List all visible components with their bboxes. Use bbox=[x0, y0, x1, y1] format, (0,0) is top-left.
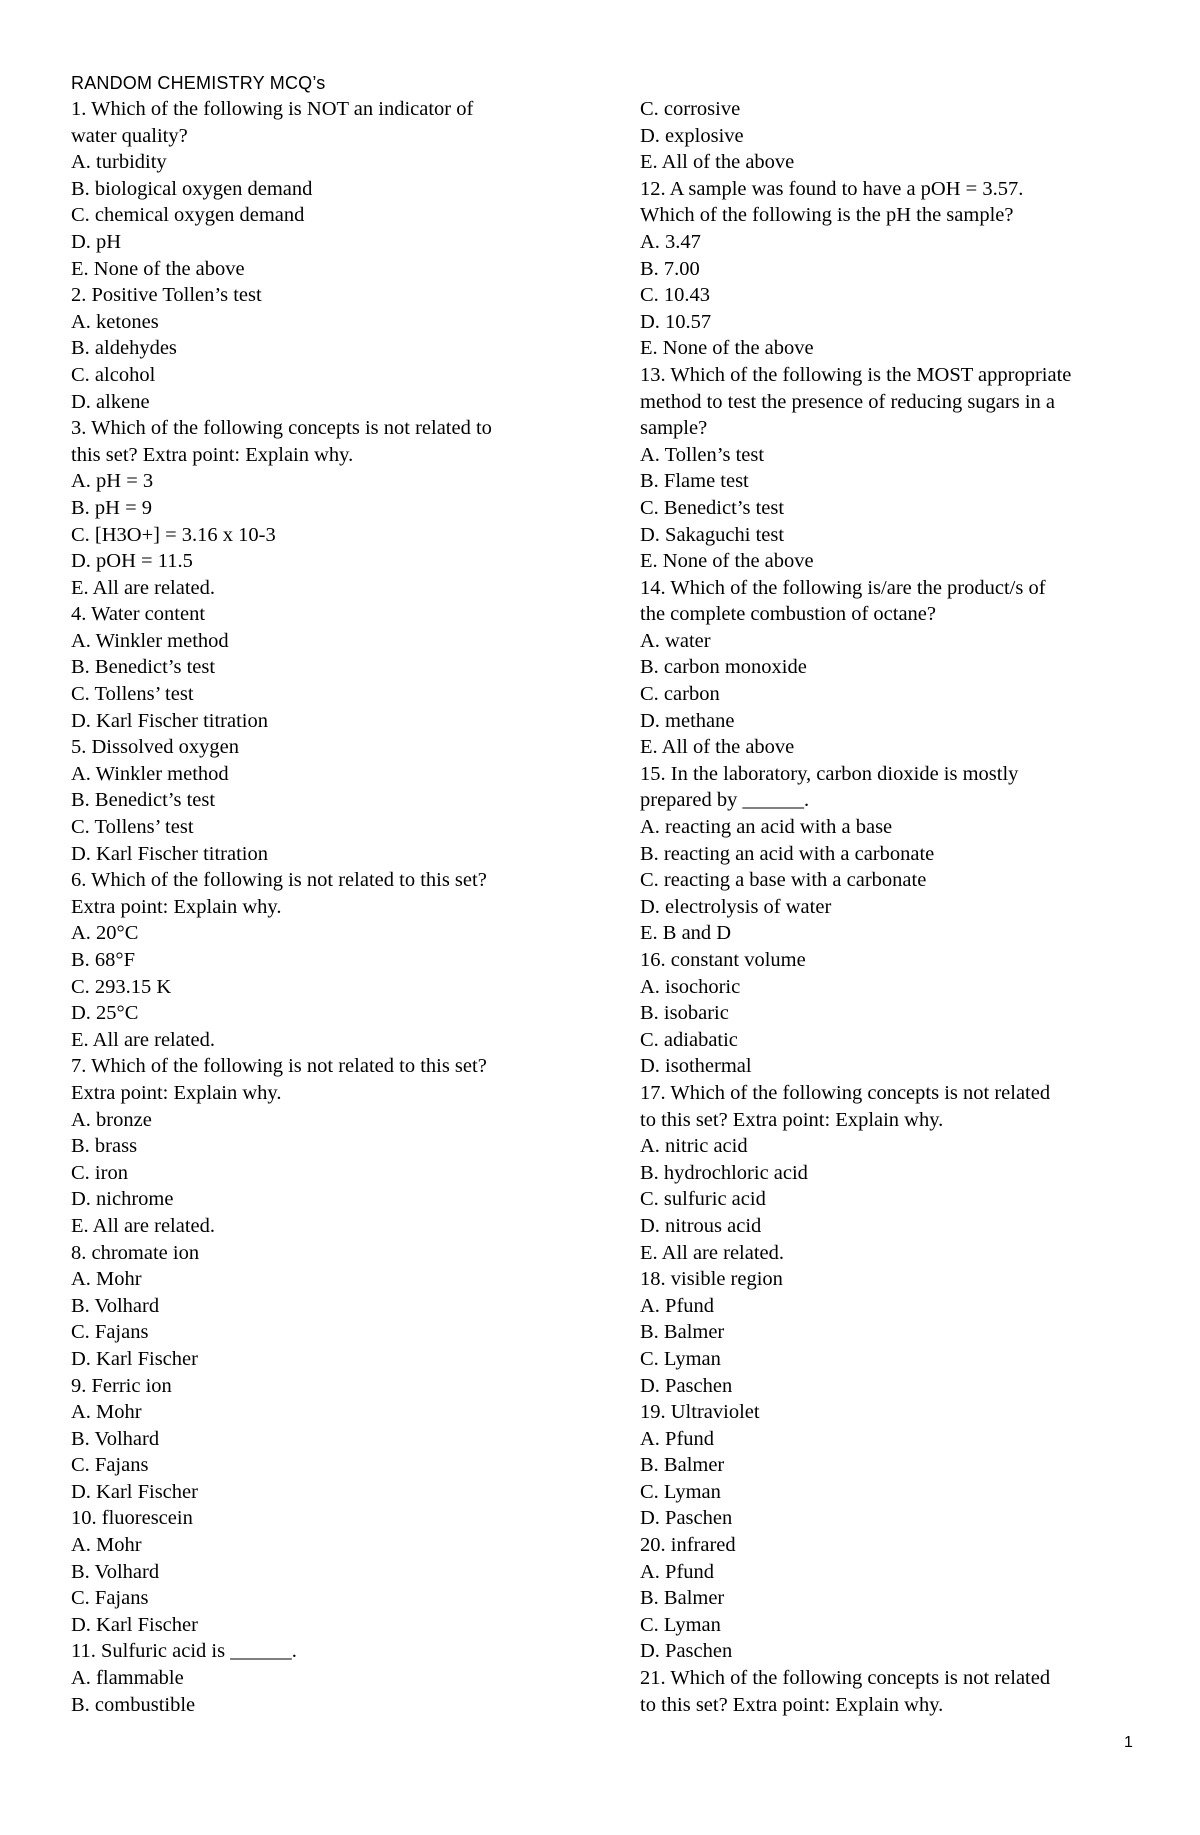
text-line: D. nitrous acid bbox=[640, 1214, 762, 1237]
text-line: B. Balmer bbox=[640, 1587, 725, 1610]
text-line: 7. Which of the following is not related to this set? bbox=[71, 1055, 487, 1078]
text-line: B. Benedict’s test bbox=[71, 656, 216, 679]
text-line: D. isothermal bbox=[640, 1055, 752, 1078]
text-line: D. Paschen bbox=[640, 1640, 733, 1663]
text-line: E. All are related. bbox=[71, 1214, 216, 1237]
text-line: A. reacting an acid with a base bbox=[640, 816, 893, 839]
text-line: the complete combustion of octane? bbox=[640, 603, 937, 626]
text-line: B. isobaric bbox=[640, 1002, 729, 1025]
text-line: E. B and D bbox=[640, 922, 732, 945]
text-line: E. All are related. bbox=[71, 576, 216, 599]
text-line: A. Winkler method bbox=[71, 762, 229, 785]
text-line: 12. A sample was found to have a pOH = 3.57. bbox=[640, 177, 1024, 200]
text-line: D. Paschen bbox=[640, 1507, 733, 1530]
text-line: D. Sakaguchi test bbox=[640, 523, 785, 546]
text-line: B. biological oxygen demand bbox=[71, 177, 313, 200]
text-line: B. reacting an acid with a carbonate bbox=[640, 842, 935, 865]
text-line: D. 25°C bbox=[71, 1002, 139, 1025]
text-line: 15. In the laboratory, carbon dioxide is mostly bbox=[640, 762, 1019, 785]
text-line: D. pH bbox=[71, 230, 122, 253]
text-line: B. hydrochloric acid bbox=[640, 1161, 808, 1184]
text-line: D. electrolysis of water bbox=[640, 895, 832, 918]
text-line: A. Tollen’s test bbox=[640, 443, 765, 466]
text-line: D. explosive bbox=[640, 124, 744, 147]
text-line: D. alkene bbox=[71, 390, 150, 413]
text-line: B. carbon monoxide bbox=[640, 656, 807, 679]
text-line: 6. Which of the following is not related to this set? bbox=[71, 869, 487, 892]
text-line: D. pOH = 11.5 bbox=[71, 550, 193, 573]
text-line: to this set? Extra point: Explain why. bbox=[640, 1693, 944, 1716]
text-line: A. water bbox=[640, 629, 711, 652]
text-line: 14. Which of the following is/are the product/s of bbox=[640, 576, 1046, 599]
text-line: B. Balmer bbox=[640, 1321, 725, 1344]
text-line: C. alcohol bbox=[71, 363, 156, 386]
text-line: 9. Ferric ion bbox=[71, 1374, 172, 1397]
text-line: C. iron bbox=[71, 1161, 128, 1184]
text-line: C. [H3O+] = 3.16 x 10-3 bbox=[71, 523, 276, 546]
text-line: D. Karl Fischer bbox=[71, 1613, 198, 1636]
text-line: B. combustible bbox=[71, 1693, 196, 1716]
text-line: prepared by ______. bbox=[640, 789, 810, 812]
text-line: C. Benedict’s test bbox=[640, 496, 785, 519]
text-line: 17. Which of the following concepts is not related bbox=[640, 1081, 1051, 1104]
text-line: A. bronze bbox=[71, 1108, 152, 1131]
text-line: A. Mohr bbox=[71, 1401, 142, 1424]
text-line: E. None of the above bbox=[640, 337, 814, 360]
text-line: B. Benedict’s test bbox=[71, 789, 216, 812]
text-line: A. Mohr bbox=[71, 1534, 142, 1557]
text-line: E. None of the above bbox=[71, 257, 245, 280]
text-line: E. All of the above bbox=[640, 151, 795, 174]
text-line: C. Tollens’ test bbox=[71, 816, 194, 839]
text-line: 21. Which of the following concepts is not related bbox=[640, 1667, 1051, 1690]
text-line: A. Winkler method bbox=[71, 629, 229, 652]
text-line: A. nitric acid bbox=[640, 1135, 748, 1158]
right-text-column bbox=[640, 96, 1160, 1718]
text-line: C. Fajans bbox=[71, 1321, 149, 1344]
text-line: C. Fajans bbox=[71, 1587, 149, 1610]
text-line: D. Karl Fischer bbox=[71, 1480, 198, 1503]
page-number: 1 bbox=[1124, 1734, 1133, 1751]
text-line: C. Lyman bbox=[640, 1480, 721, 1503]
text-line: B. pH = 9 bbox=[71, 496, 153, 519]
text-line: C. Lyman bbox=[640, 1613, 721, 1636]
text-line: B. aldehydes bbox=[71, 337, 177, 360]
text-line: A. 3.47 bbox=[640, 230, 701, 253]
text-line: 19. Ultraviolet bbox=[640, 1401, 760, 1424]
text-line: C. chemical oxygen demand bbox=[71, 204, 305, 227]
text-line: 4. Water content bbox=[71, 603, 206, 626]
text-line: 5. Dissolved oxygen bbox=[71, 736, 239, 759]
text-line: 11. Sulfuric acid is ______. bbox=[71, 1640, 297, 1663]
text-line: A. isochoric bbox=[640, 975, 741, 998]
text-line: D. Karl Fischer bbox=[71, 1347, 198, 1370]
text-line: C. Lyman bbox=[640, 1347, 721, 1370]
text-line: A. Mohr bbox=[71, 1268, 142, 1291]
text-line: A. pH = 3 bbox=[71, 470, 154, 493]
text-line: 16. constant volume bbox=[640, 949, 806, 971]
text-line: A. Pfund bbox=[640, 1560, 715, 1583]
text-line: sample? bbox=[640, 417, 708, 440]
text-line: Extra point: Explain why. bbox=[71, 1081, 282, 1104]
document-title: RANDOM CHEMISTRY MCQ’s bbox=[71, 73, 326, 93]
text-line: to this set? Extra point: Explain why. bbox=[640, 1108, 944, 1131]
text-line: D. methane bbox=[640, 709, 735, 732]
text-line: D. nichrome bbox=[71, 1188, 174, 1211]
text-line: B. Volhard bbox=[71, 1560, 160, 1583]
text-line: C. 293.15 K bbox=[71, 975, 172, 998]
text-line: D. Paschen bbox=[640, 1374, 733, 1397]
text-line: E. All are related. bbox=[640, 1241, 785, 1264]
text-line: method to test the presence of reducing sugars in a bbox=[640, 390, 1055, 413]
text-line: water quality? bbox=[71, 124, 188, 147]
text-line: B. Flame test bbox=[640, 470, 749, 493]
text-line: B. Volhard bbox=[71, 1294, 160, 1317]
text-line: D. 10.57 bbox=[640, 310, 712, 333]
text-line: A. flammable bbox=[71, 1667, 184, 1690]
text-line: C. Tollens’ test bbox=[71, 683, 194, 706]
text-line: 20. infrared bbox=[640, 1534, 736, 1557]
text-line: B. 68°F bbox=[71, 949, 136, 971]
text-line: A. Pfund bbox=[640, 1294, 715, 1317]
text-line: A. turbidity bbox=[71, 151, 167, 174]
text-line: 8. chromate ion bbox=[71, 1241, 200, 1264]
text-line: C. adiabatic bbox=[640, 1028, 738, 1051]
text-line: C. reacting a base with a carbonate bbox=[640, 869, 927, 892]
text-line: 18. visible region bbox=[640, 1268, 783, 1291]
text-line: C. carbon bbox=[640, 683, 720, 706]
text-line: 1. Which of the following is NOT an indicator of bbox=[71, 98, 474, 120]
text-line: B. brass bbox=[71, 1135, 138, 1158]
text-line: D. Karl Fischer titration bbox=[71, 709, 268, 732]
text-line: E. All of the above bbox=[640, 736, 795, 759]
text-line: A. ketones bbox=[71, 310, 159, 333]
text-line: C. sulfuric acid bbox=[640, 1188, 766, 1211]
text-line: E. None of the above bbox=[640, 550, 814, 573]
text-line: A. 20°C bbox=[71, 922, 139, 945]
text-line: this set? Extra point: Explain why. bbox=[71, 443, 354, 466]
text-line: Extra point: Explain why. bbox=[71, 895, 282, 918]
text-line: Which of the following is the pH the sample? bbox=[640, 204, 1014, 227]
text-line: C. 10.43 bbox=[640, 284, 711, 307]
text-line: D. Karl Fischer titration bbox=[71, 842, 268, 865]
left-text-column bbox=[71, 96, 591, 1718]
text-line: E. All are related. bbox=[71, 1028, 216, 1051]
text-line: B. 7.00 bbox=[640, 257, 700, 280]
text-line: 2. Positive Tollen’s test bbox=[71, 284, 262, 307]
text-line: 3. Which of the following concepts is not related to bbox=[71, 417, 492, 440]
text-line: C. corrosive bbox=[640, 98, 741, 120]
text-line: C. Fajans bbox=[71, 1454, 149, 1477]
text-line: B. Volhard bbox=[71, 1427, 160, 1450]
text-line: 13. Which of the following is the MOST appropriate bbox=[640, 363, 1072, 386]
text-line: B. Balmer bbox=[640, 1454, 725, 1477]
text-line: A. Pfund bbox=[640, 1427, 715, 1450]
text-line: 10. fluorescein bbox=[71, 1507, 193, 1530]
